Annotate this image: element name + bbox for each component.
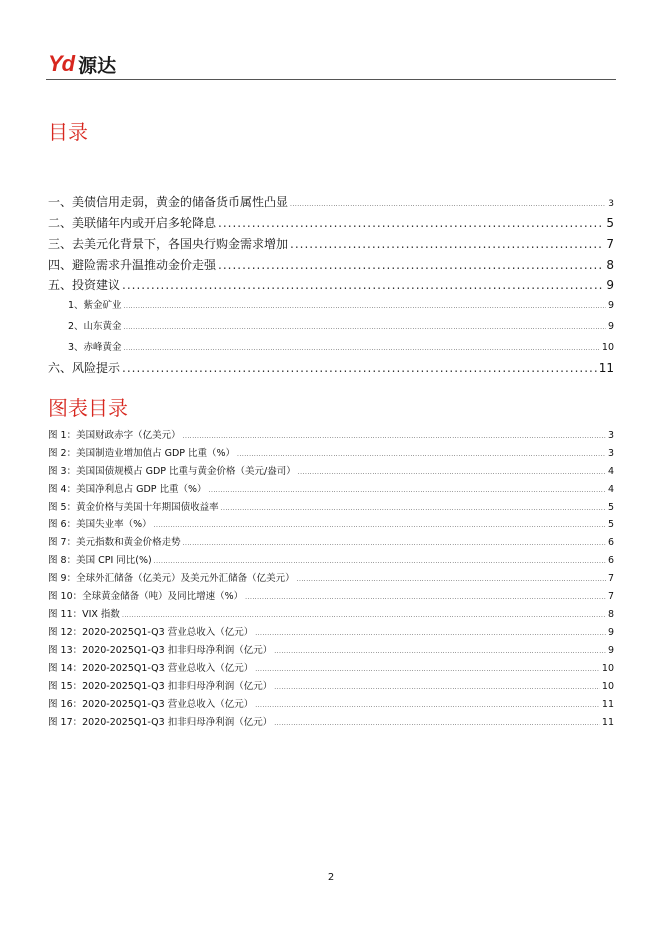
toc-entry-page: 8 — [606, 258, 614, 272]
figure-entry[interactable] — [48, 499, 614, 513]
leader-dots — [209, 487, 606, 494]
toc-entry-page: 10 — [601, 342, 614, 353]
figure-entry[interactable] — [48, 552, 614, 566]
figure-page: 11 — [601, 717, 614, 728]
leader-dots — [154, 558, 606, 565]
figure-label: 图 1：美国财政赤字（亿美元） — [48, 430, 181, 441]
figure-page: 4 — [607, 466, 614, 477]
leader-dots — [183, 540, 606, 547]
leader-dots — [124, 303, 606, 310]
figure-page: 5 — [607, 519, 614, 530]
figure-entry[interactable] — [48, 606, 614, 620]
logo-text: 源达 — [78, 54, 117, 77]
figure-entry[interactable] — [48, 570, 614, 584]
leader-dots — [255, 702, 600, 709]
figure-entry[interactable] — [48, 696, 614, 710]
toc-entry-label: 二、美联储年内或开启多轮降息 — [48, 216, 217, 230]
figure-label: 图 12：2020-2025Q1-Q3 营业总收入（亿元） — [48, 627, 254, 638]
company-logo — [48, 52, 116, 76]
figure-page: 9 — [607, 627, 614, 638]
toc-entry-label: 五、投资建议 — [48, 278, 121, 292]
figure-entry[interactable] — [48, 481, 614, 495]
toc-entry-4[interactable] — [48, 256, 614, 273]
leader-dots — [255, 666, 600, 673]
figures-title: 图表目录 — [48, 396, 128, 420]
leader-dots — [124, 324, 606, 331]
figure-entry[interactable] — [48, 624, 614, 638]
toc-subentry-3[interactable] — [48, 339, 614, 353]
toc-entry-3[interactable] — [48, 235, 614, 252]
figure-page: 3 — [607, 430, 614, 441]
figure-page: 7 — [607, 573, 614, 584]
leader-dots — [122, 361, 597, 375]
leader-dots — [274, 684, 600, 691]
figure-entry[interactable] — [48, 678, 614, 692]
leader-dots — [124, 345, 600, 352]
toc-entry-page: 7 — [606, 237, 614, 251]
logo-mark: Yd — [48, 51, 75, 76]
toc-entry-page: 9 — [607, 300, 614, 311]
figure-page: 4 — [607, 484, 614, 495]
toc-entry-1[interactable] — [48, 193, 614, 210]
toc-entry-label: 1、紫金矿业 — [68, 300, 122, 311]
figure-page: 7 — [607, 591, 614, 602]
figure-label: 图 11：VIX 指数 — [48, 609, 120, 620]
figure-entry[interactable] — [48, 463, 614, 477]
leader-dots — [297, 576, 606, 583]
figure-entry[interactable] — [48, 642, 614, 656]
leader-dots — [237, 451, 606, 458]
header-divider — [46, 79, 616, 80]
toc-entry-page: 3 — [608, 199, 614, 209]
toc-entry-label: 3、赤峰黄金 — [68, 342, 122, 353]
toc-entry-2[interactable] — [48, 214, 614, 231]
figure-entry[interactable] — [48, 516, 614, 530]
leader-dots — [183, 433, 606, 440]
figure-page: 6 — [607, 555, 614, 566]
toc-entry-label: 2、山东黄金 — [68, 321, 122, 332]
leader-dots — [221, 505, 606, 512]
toc-entry-label: 四、避险需求升温推动金价走强 — [48, 258, 217, 272]
figure-page: 9 — [607, 645, 614, 656]
leader-dots — [274, 720, 600, 727]
figure-label: 图 15：2020-2025Q1-Q3 扣非归母净利润（亿元） — [48, 681, 273, 692]
page-header — [46, 52, 616, 80]
figure-label: 图 14：2020-2025Q1-Q3 营业总收入（亿元） — [48, 663, 254, 674]
leader-dots — [122, 612, 606, 619]
figure-entry[interactable] — [48, 660, 614, 674]
toc-entry-5[interactable] — [48, 276, 614, 293]
figure-page: 3 — [607, 448, 614, 459]
figure-entry[interactable] — [48, 445, 614, 459]
toc-title: 目录 — [48, 120, 88, 144]
toc-subentry-2[interactable] — [48, 318, 614, 332]
leader-dots — [218, 258, 604, 272]
figure-label: 图 10：全球黄金储备（吨）及同比增速（%） — [48, 591, 244, 602]
leader-dots — [218, 216, 604, 230]
figure-label: 图 3：美国国债规模占 GDP 比重与黄金价格（美元/盎司） — [48, 466, 296, 477]
figure-label: 图 5：黄金价格与美国十年期国债收益率 — [48, 502, 219, 513]
toc-entry-label: 六、风险提示 — [48, 361, 121, 375]
figure-label: 图 2：美国制造业增加值占 GDP 比重（%） — [48, 448, 236, 459]
figure-label: 图 17：2020-2025Q1-Q3 扣非归母净利润（亿元） — [48, 717, 273, 728]
leader-dots — [245, 594, 606, 601]
toc-entry-6[interactable] — [48, 359, 614, 376]
figure-label: 图 7：美元指数和黄金价格走势 — [48, 537, 181, 548]
figure-entry[interactable] — [48, 427, 614, 441]
figure-label: 图 13：2020-2025Q1-Q3 扣非归母净利润（亿元） — [48, 645, 273, 656]
figure-page: 10 — [601, 663, 614, 674]
leader-dots — [255, 630, 606, 637]
leader-dots — [274, 648, 606, 655]
figure-page: 5 — [607, 502, 614, 513]
figure-page: 11 — [601, 699, 614, 710]
figure-page: 6 — [607, 537, 614, 548]
toc-entry-page: 11 — [598, 361, 614, 375]
toc-entry-page: 9 — [607, 321, 614, 332]
figure-label: 图 16：2020-2025Q1-Q3 营业总收入（亿元） — [48, 699, 254, 710]
leader-dots — [290, 201, 606, 208]
page-number: 2 — [327, 872, 335, 883]
toc-entry-label: 三、去美元化背景下，各国央行购金需求增加 — [48, 237, 289, 251]
leader-dots — [122, 278, 604, 292]
toc-entry-page: 9 — [606, 278, 614, 292]
toc-entry-page: 5 — [606, 216, 614, 230]
figure-label: 图 4：美国净利息占 GDP 比重（%） — [48, 484, 207, 495]
figure-entry[interactable] — [48, 588, 614, 602]
figure-entry[interactable] — [48, 534, 614, 548]
figure-label: 图 6：美国失业率（%） — [48, 519, 152, 530]
figure-entry[interactable] — [48, 714, 614, 728]
figure-page: 8 — [607, 609, 614, 620]
toc-entry-label: 一、美债信用走弱，黄金的储备货币属性凸显 — [48, 195, 289, 209]
figure-page: 10 — [601, 681, 614, 692]
leader-dots — [154, 522, 606, 529]
leader-dots — [290, 237, 604, 251]
figure-label: 图 9：全球外汇储备（亿美元）及美元外汇储备（亿美元） — [48, 573, 295, 584]
figure-label: 图 8：美国 CPI 同比(%) — [48, 555, 152, 566]
leader-dots — [298, 469, 606, 476]
toc-subentry-1[interactable] — [48, 297, 614, 311]
